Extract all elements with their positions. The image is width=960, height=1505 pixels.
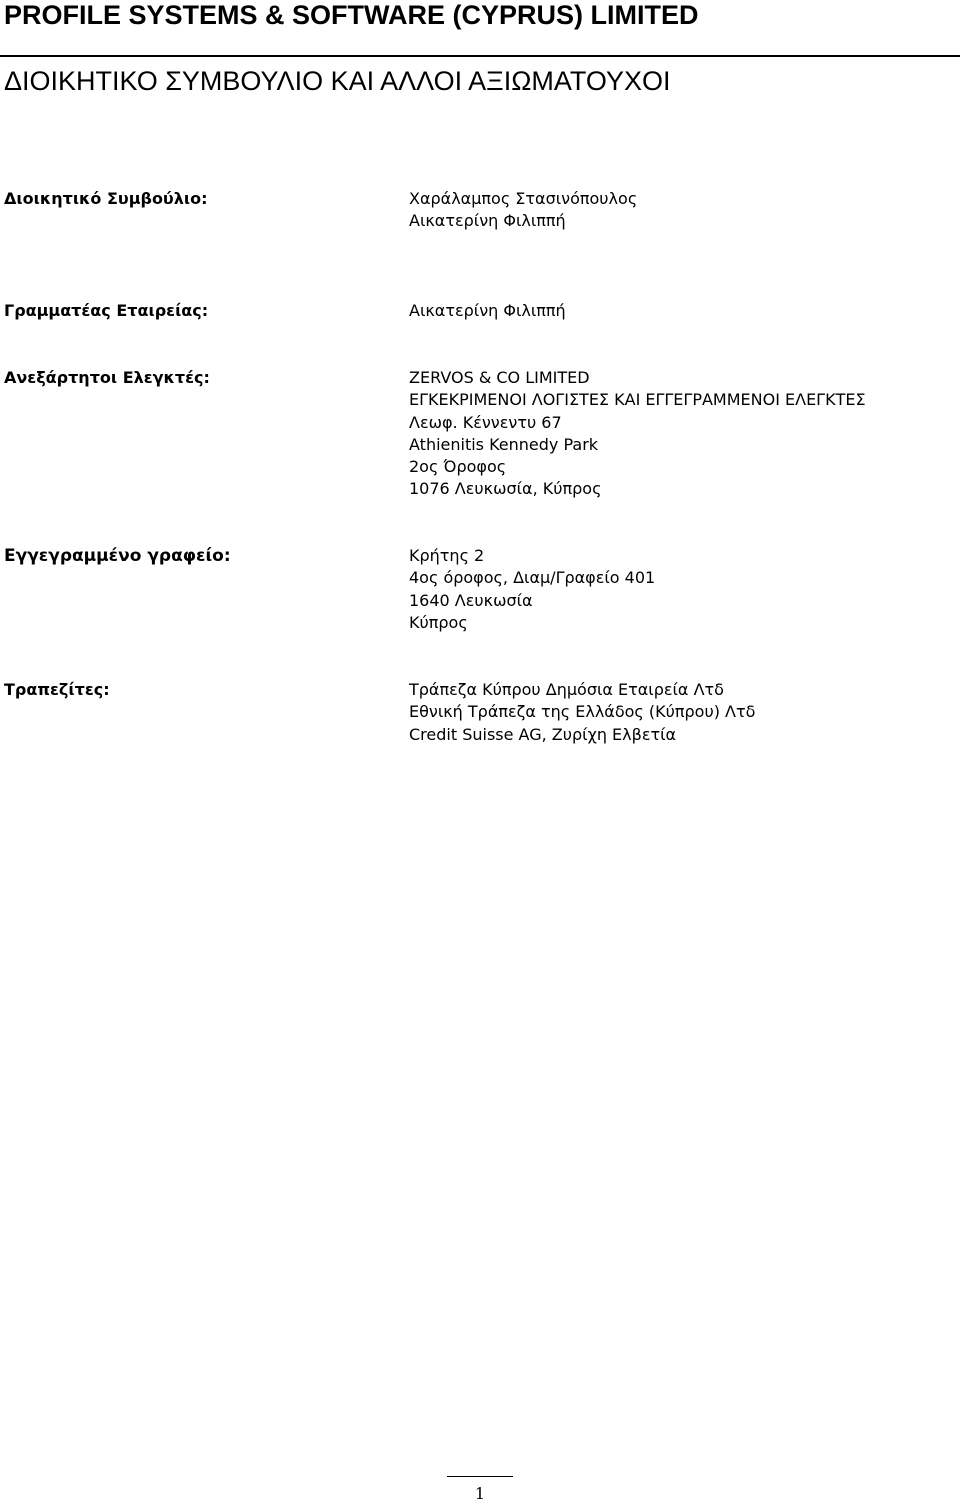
- value-independent-auditors: [409, 367, 866, 501]
- value-registered-office: [409, 545, 655, 634]
- label-bankers: Τραπεζίτες:: [4, 680, 110, 699]
- label-board-of-directors: Διοικητικό Συμβούλιο:: [4, 189, 208, 208]
- label-independent-auditors: Ανεξάρτητοι Ελεγκτές:: [4, 368, 210, 387]
- value-line: Κύπρος: [409, 612, 468, 632]
- section-heading: ΔΙΟΙΚΗΤΙΚΟ ΣΥΜΒΟΥΛΙΟ ΚΑΙ ΑΛΛΟΙ ΑΞΙΩΜΑΤΟΥΧΟΙ: [4, 66, 671, 96]
- value-company-secretary: [409, 300, 566, 322]
- value-line: 2ος Όροφος: [409, 457, 507, 477]
- value-line: ΕΓΚΕΚΡΙΜΕΝΟΙ ΛΟΓΙΣΤΕΣ ΚΑΙ ΕΓΓΕΓΡΑΜΜΕΝΟΙ ΕΛΕΓΚΤΕΣ: [409, 390, 866, 410]
- label-company-secretary: Γραμματέας Εταιρείας:: [4, 301, 209, 320]
- value-line: Athienitis Kennedy Park: [409, 434, 599, 454]
- value-bankers: [409, 679, 755, 746]
- value-line: ZERVOS & CO LIMITED: [409, 368, 590, 387]
- value-line: Αικατερίνη Φιλιππή: [409, 211, 566, 231]
- value-board-of-directors: [409, 188, 637, 233]
- value-line: Λεωφ. Κέννεντυ 67: [409, 412, 562, 432]
- value-line: Εθνική Τράπεζα της Ελλάδος (Κύπρου) Λτδ: [409, 702, 756, 722]
- value-line: Κρήτης 2: [409, 546, 485, 565]
- value-line: 1640 Λευκωσία: [409, 590, 533, 610]
- title-divider: [0, 55, 960, 57]
- value-line: Τράπεζα Κύπρου Δημόσια Εταιρεία Λτδ: [409, 680, 724, 699]
- label-registered-office: Εγγεγραμμένο γραφείο:: [4, 546, 231, 566]
- footer-divider: [447, 1476, 513, 1477]
- value-line: 1076 Λευκωσία, Κύπρος: [409, 479, 602, 499]
- value-line: Credit Suisse AG, Ζυρίχη Ελβετία: [409, 724, 677, 744]
- value-line: Αικατερίνη Φιλιππή: [409, 301, 566, 320]
- value-line: Χαράλαμπος Στασινόπουλος: [409, 189, 638, 208]
- value-line: 4ος όροφος, Διαμ/Γραφείο 401: [409, 568, 656, 588]
- page-number: 1: [474, 1484, 486, 1503]
- company-title: PROFILE SYSTEMS & SOFTWARE (CYPRUS) LIMITED: [4, 0, 699, 30]
